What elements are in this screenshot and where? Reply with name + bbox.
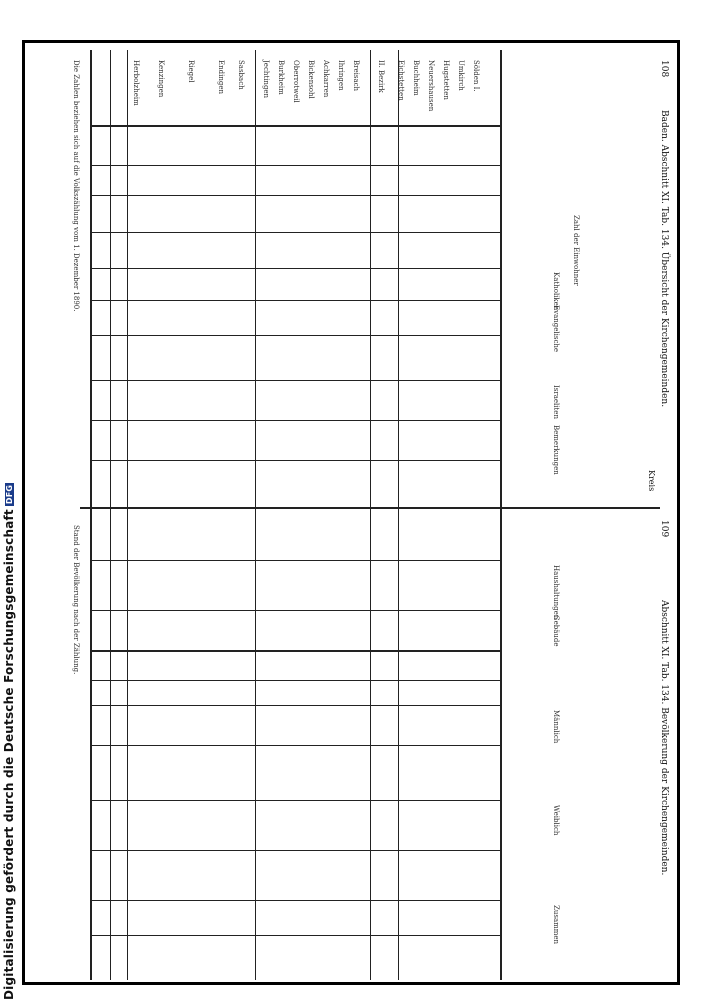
row-label: Oberrotweil bbox=[292, 60, 300, 103]
grid-line bbox=[90, 300, 500, 301]
row-label: Achkarren bbox=[322, 60, 330, 98]
grid-line bbox=[90, 610, 500, 611]
column-header: Evangelische bbox=[552, 305, 560, 353]
grid-line bbox=[90, 650, 500, 652]
column-header: Haushaltungen bbox=[552, 565, 560, 620]
row-label: Bickensohl bbox=[307, 60, 315, 99]
grid-line bbox=[370, 50, 371, 980]
column-header: Gebäude bbox=[552, 615, 560, 647]
row-label: Breisach bbox=[352, 60, 360, 92]
row-label: Endingen bbox=[217, 60, 225, 94]
grid-line bbox=[90, 125, 500, 127]
column-header: Weiblich bbox=[552, 805, 560, 836]
row-label: Kenzingen bbox=[157, 60, 165, 98]
left-header-number: Kreis bbox=[647, 470, 656, 492]
digitization-banner bbox=[2, 0, 16, 1000]
column-header: Zusammen bbox=[552, 905, 560, 945]
right-footnote: Stand der Bevölkerung nach der Zählung. bbox=[72, 525, 80, 675]
row-label: Riegel bbox=[187, 60, 195, 83]
grid-line bbox=[90, 745, 500, 746]
row-label: II. Bezirk bbox=[377, 60, 385, 93]
grid-line bbox=[127, 50, 128, 980]
row-label: Jechtingen bbox=[262, 60, 270, 99]
grid-line bbox=[90, 420, 500, 421]
banner-text: Digitalisierung gefördert durch die Deutsche Forschungsgemeinschaft bbox=[2, 509, 16, 1000]
column-header: Israeliten bbox=[552, 385, 560, 419]
row-label: Herbolzheim bbox=[132, 60, 140, 106]
row-label: Umkirch bbox=[457, 60, 465, 91]
row-label: Buchheim bbox=[412, 60, 420, 96]
grid-line bbox=[90, 232, 500, 233]
grid-line bbox=[90, 335, 500, 336]
column-header: Zahl der Einwohner bbox=[572, 215, 580, 286]
grid-line bbox=[90, 380, 500, 381]
left-page-title: Baden. Abschnitt XI. Tab. 134. Übersicht der Kirchengemeinden. bbox=[659, 110, 669, 408]
grid-line bbox=[90, 935, 500, 936]
row-label: Eichstetten bbox=[397, 60, 405, 101]
row-label: Sölden I. bbox=[472, 60, 480, 92]
row-label: Hugstetten bbox=[442, 60, 450, 100]
left-footnote: Die Zahlen beziehen sich auf die Volkszählung vom 1. Dezember 1890. bbox=[72, 60, 80, 312]
right-page-title: Abschnitt XI. Tab. 134. Bevölkerung der Kirchengemeinden. bbox=[659, 600, 669, 876]
row-label: Burkheim bbox=[277, 60, 285, 95]
grid-line bbox=[90, 268, 500, 269]
page-frame bbox=[22, 40, 680, 985]
footer-separator bbox=[90, 50, 92, 980]
grid-line bbox=[90, 900, 500, 901]
row-label: Ihringen bbox=[337, 60, 345, 91]
dfg-logo: DFG bbox=[5, 484, 14, 505]
left-page-number: 108 bbox=[659, 60, 669, 78]
right-page-number: 109 bbox=[659, 520, 669, 538]
grid-line bbox=[110, 50, 111, 980]
header-separator bbox=[500, 50, 502, 980]
column-header: Katholiken bbox=[552, 272, 560, 311]
grid-line bbox=[90, 560, 500, 561]
grid-line bbox=[90, 195, 500, 196]
grid-line bbox=[90, 460, 500, 461]
row-label: Sasbach bbox=[237, 60, 245, 90]
grid-line bbox=[90, 680, 500, 681]
grid-line bbox=[398, 50, 399, 980]
grid-line bbox=[90, 165, 500, 166]
column-header: Bemerkungen bbox=[552, 425, 560, 475]
grid-line bbox=[90, 850, 500, 851]
grid-line bbox=[255, 50, 256, 980]
column-header: Männlich bbox=[552, 710, 560, 744]
row-label: Neuershausen bbox=[427, 60, 435, 112]
grid-line bbox=[90, 800, 500, 801]
grid-line bbox=[90, 705, 500, 706]
